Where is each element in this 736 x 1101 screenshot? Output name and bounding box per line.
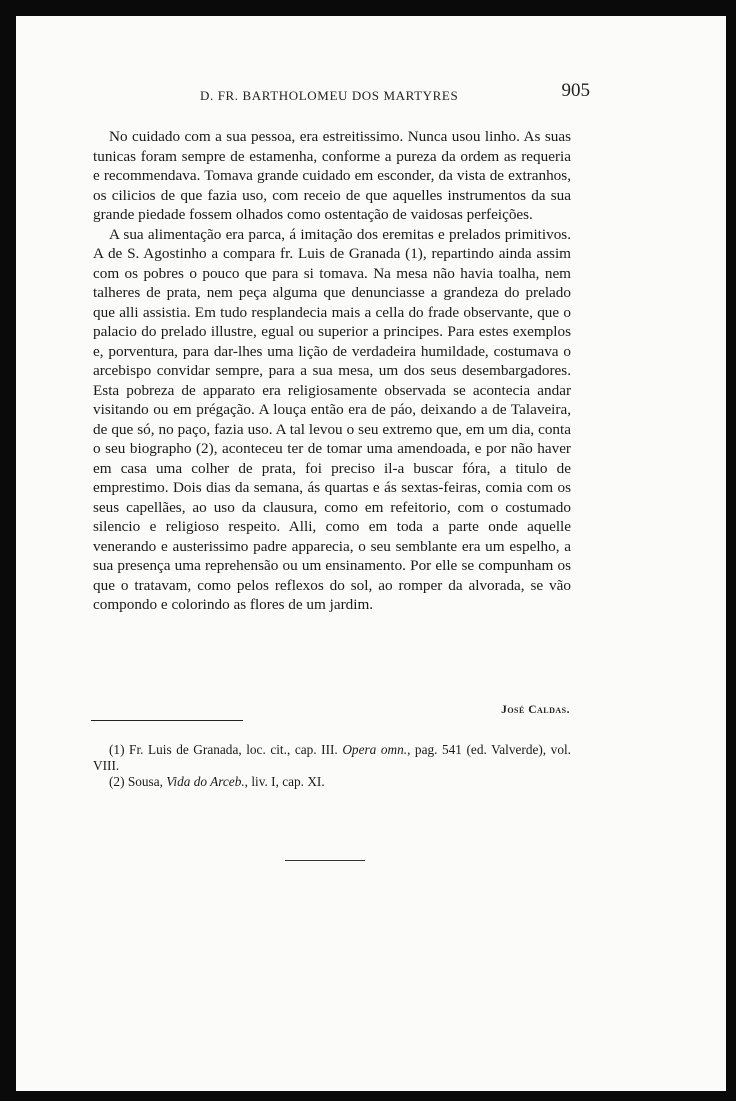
scan-border-right [726,0,736,1101]
footnote-2 [93,774,571,790]
page-number: 905 [561,80,590,101]
footnotes [93,742,571,790]
scan-border-top [0,0,736,16]
footnote-1-text: (1) Fr. Luis de Granada, loc. cit., cap. III. [109,742,343,757]
footnote-2-ref: , liv. I, cap. XI. [244,774,325,789]
scan-border-bottom [0,1091,736,1101]
footnote-2-text: (2) Sousa, [109,774,167,789]
paragraph-2: A sua alimentação era parca, á imitação dos eremitas e prelados primitivos. A de S. Agostinho a compara fr. Luis de Granada (1), repartindo ainda assim com os pobres o pouco que para si tomava. Na mesa não havia toalha, nem talheres de prata, nem peça alguma que denunciasse a grandeza do prelado que alli assistia. Em tudo resplandecia mais a cella do frade observante, que o palacio do prelado illustre, egual ou superior a principes. Para estes exemplos e, porventura, para dar-lhes uma lição de verdadeira humildade, costumava o arcebispo convidar sempre, para a sua mesa, um dos seus desembargadores. Esta pobreza de apparato era religiosamente observada se acontecia andar visitando ou em prégação. A louça então era de páo, deixando a de Talaveira, de que só, no paço, fazia uso. A tal levou o seu extremo que, em um dia, conta o seu biographo (2), aconteceu ter de tomar uma amendoada, e por não haver em casa uma colher de prata, foi preciso il-a buscar fóra, a titulo de emprestimo. Dois dias da semana, ás quartas e ás sextas-feiras, comia com os seus capellães, ao uso da clausura, como em refeitorio, com o costumado silencio e religioso respeito. Alli, como em toda a parte onde aquelle venerando e austerissimo padre apparecia, o seu semblante era um espelho, a sua presença uma reprehensão ou um ensinamento. Por elle se compunham os que o tratavam, como pelos reflexos do sol, ao romper da alvorada, se vão compondo e colorindo as flores de um jardim. [93,225,571,613]
footnote-2-title: Vida do Arceb. [166,774,245,789]
author-signature: José Caldas. [501,704,570,716]
footnote-1 [93,742,571,774]
footnote-1-title: Opera omn. [342,742,408,757]
scan-border-left [0,0,16,1101]
main-text [93,127,571,615]
footnote-separator [91,720,243,721]
end-rule [285,860,365,861]
footnote-1-ref: , pag. 541 (ed. Valverde), vol. VIII. [93,742,571,773]
paragraph-1: No cuidado com a sua pessoa, era estreitissimo. Nunca usou linho. As suas tunicas foram sempre de estamenha, conforme a pureza da ordem as requeria e recommendava. Tomava grande cuidado em esconder, da vista de extranhos, os cilicios de que fazia uso, com receio de que aquelles instrumentos da sua grande piedade fossem olhados como ostentação de vaidosas perfeições. [93,128,571,223]
running-title: D. FR. BARTHOLOMEU DOS MARTYRES [200,88,459,103]
